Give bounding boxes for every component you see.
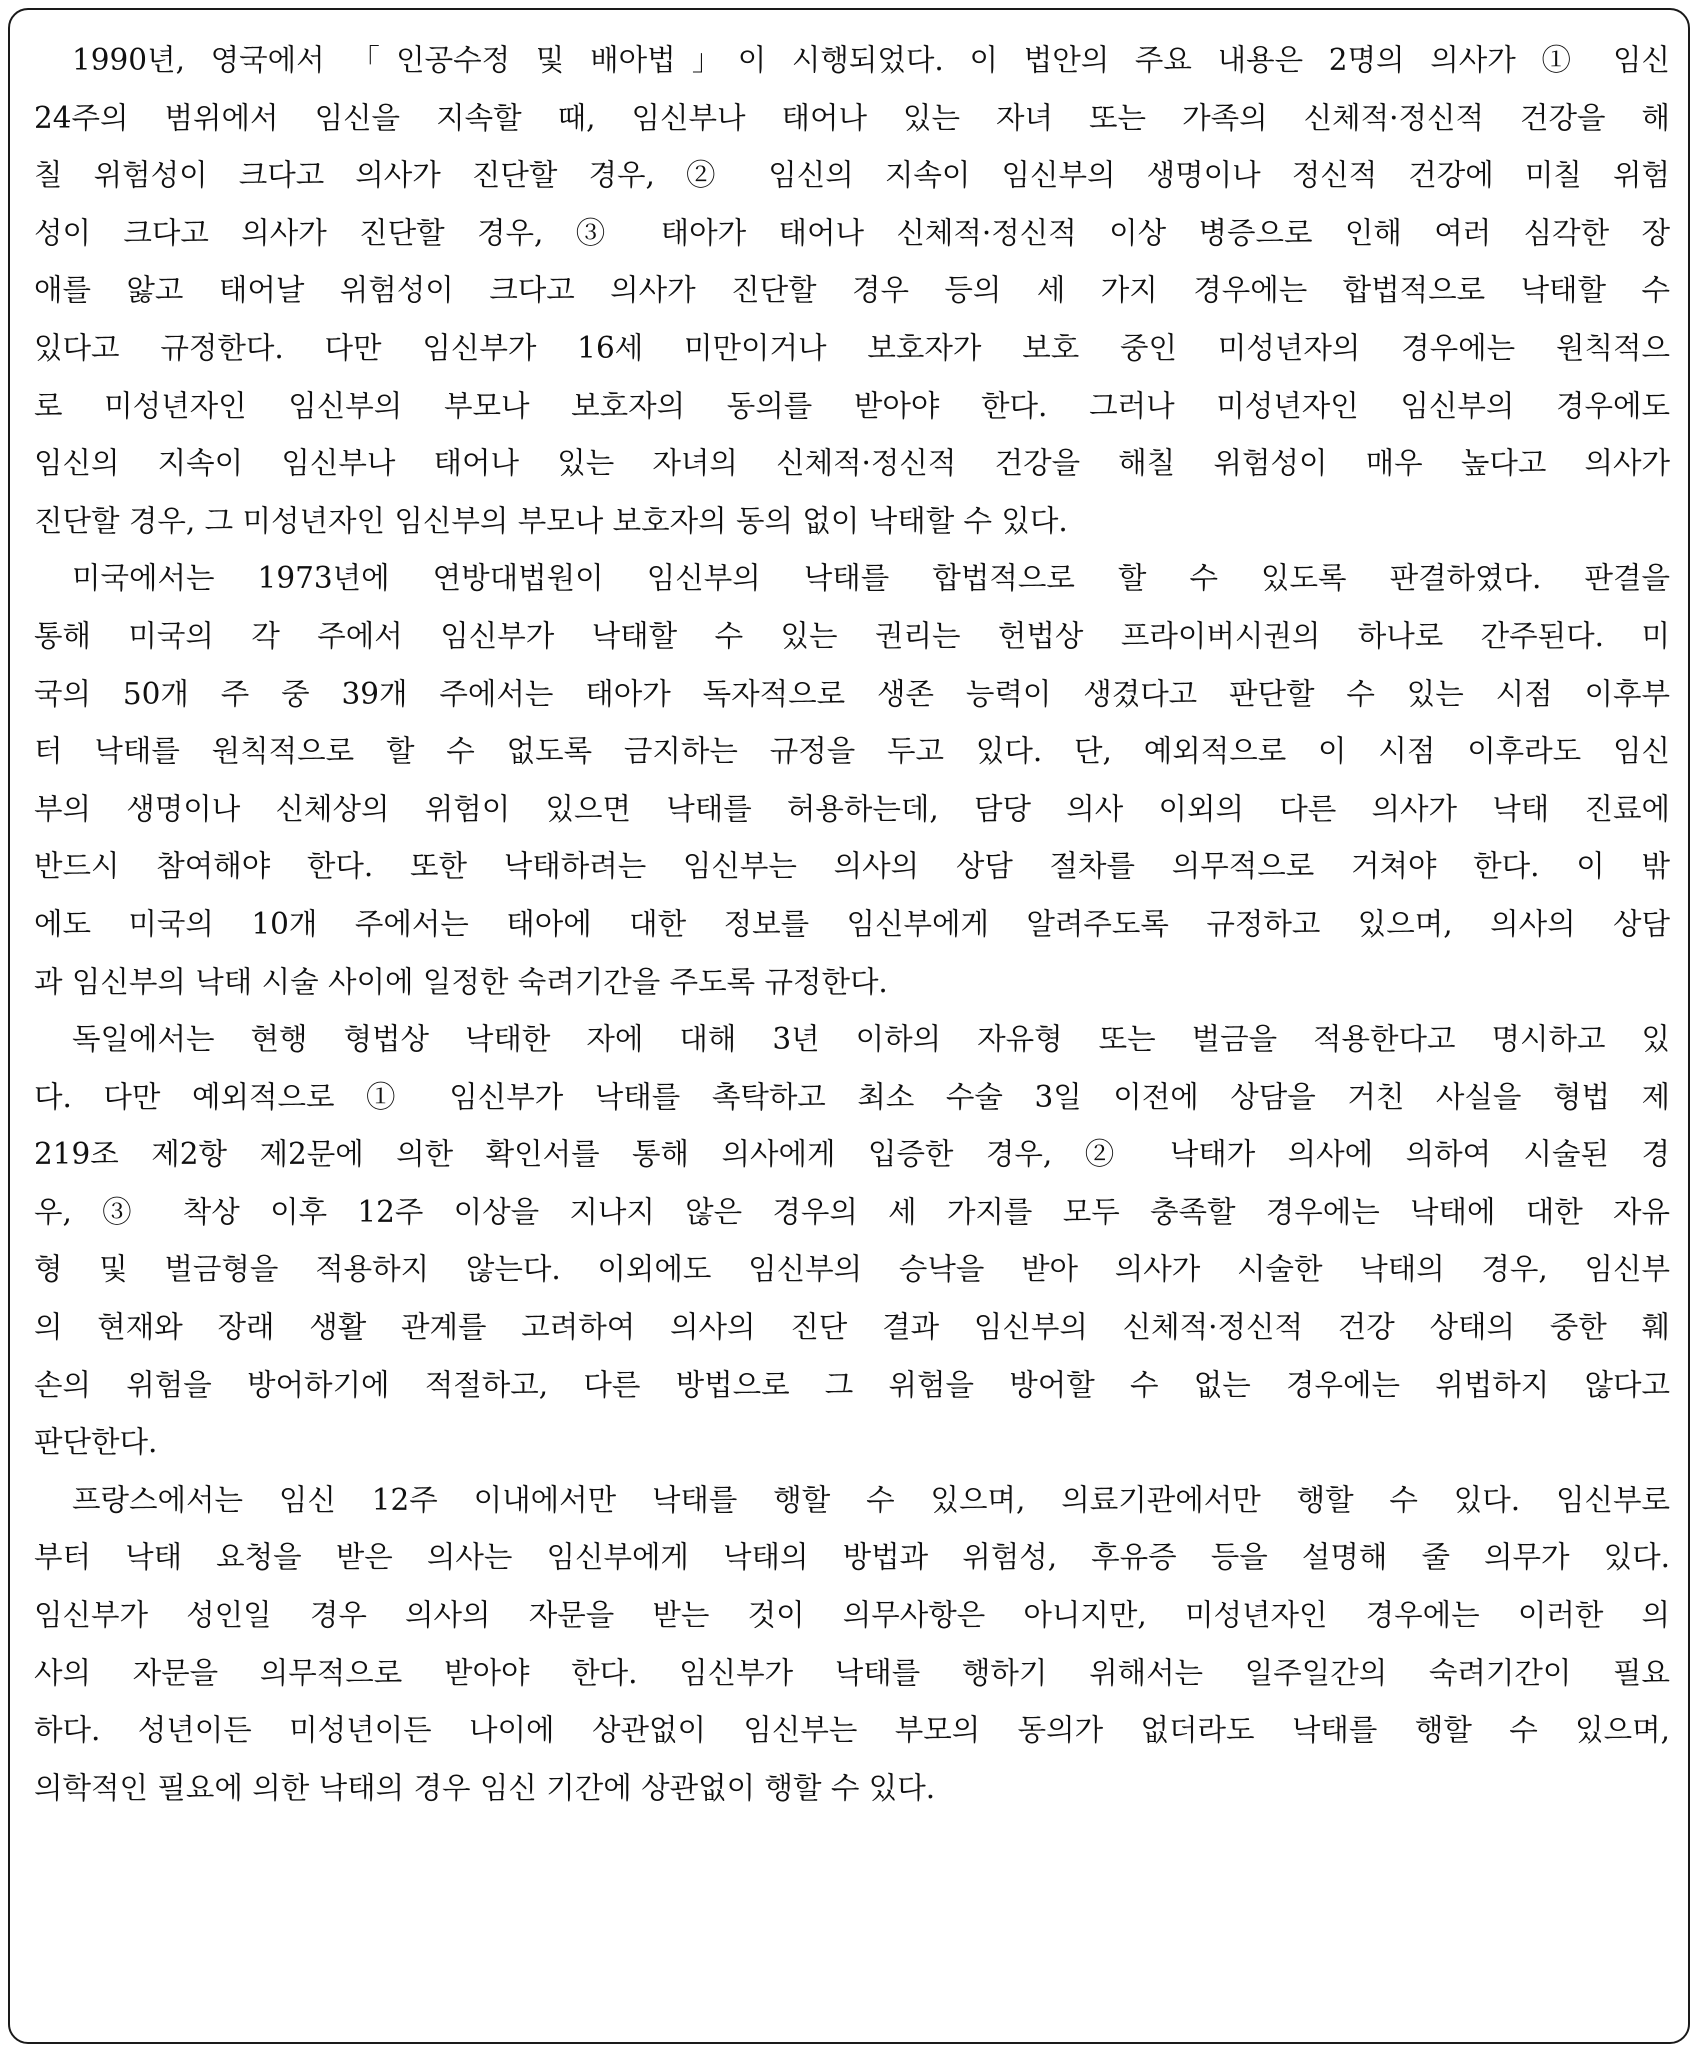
text-line: 애를 앓고 태어날 위험성이 크다고 의사가 진단할 경우 등의 세 가지 경우에는 합법적으로 낙태할 수 — [34, 273, 1670, 308]
text-line: 통해 미국의 각 주에서 임신부가 낙태할 수 있는 권리는 헌법상 프라이버시권의 하나로 간주된다. 미 — [34, 618, 1670, 653]
paragraph-usa — [34, 550, 1670, 1011]
text-line: 사의 자문을 의무적으로 받아야 한다. 임신부가 낙태를 행하기 위해서는 일주일간의 숙려기간이 필요 — [34, 1655, 1670, 1690]
text-line: 로 미성년자인 임신부의 부모나 보호자의 동의를 받아야 한다. 그러나 미성년자인 임신부의 경우에도 — [34, 388, 1670, 423]
text-line: 판단한다. — [34, 1425, 158, 1460]
text-line: 있다고 규정한다. 다만 임신부가 16세 미만이거나 보호자가 보호 중인 미성년자의 경우에는 원칙적으 — [34, 330, 1670, 365]
text-line: 프랑스에서는 임신 12주 이내에서만 낙태를 행할 수 있으며, 의료기관에서만 행할 수 있다. 임신부로 — [72, 1482, 1670, 1517]
text-line: 우, ③ 착상 이후 12주 이상을 지나지 않은 경우의 세 가지를 모두 충족할 경우에는 낙태에 대한 자유 — [34, 1194, 1670, 1229]
text-line: 다. 다만 예외적으로 ① 임신부가 낙태를 촉탁하고 최소 수술 3일 이전에 상담을 거친 사실을 형법 제 — [34, 1079, 1670, 1114]
text-line: 에도 미국의 10개 주에서는 태아에 대한 정보를 임신부에게 알려주도록 규정하고 있으며, 의사의 상담 — [34, 906, 1670, 941]
text-line: 1990년, 영국에서 「인공수정 및 배아법」이 시행되었다. 이 법안의 주요 내용은 2명의 의사가 ① 임신 — [72, 43, 1670, 77]
document-body — [34, 32, 1670, 1817]
text-line: 독일에서는 현행 형법상 낙태한 자에 대해 3년 이하의 자유형 또는 벌금을 적용한다고 명시하고 있 — [72, 1022, 1670, 1057]
text-line: 의학적인 필요에 의한 낙태의 경우 임신 기간에 상관없이 행할 수 있다. — [34, 1770, 936, 1805]
text-line: 국의 50개 주 중 39개 주에서는 태아가 독자적으로 생존 능력이 생겼다고 판단할 수 있는 시점 이후부 — [34, 676, 1670, 711]
text-line: 칠 위험성이 크다고 의사가 진단할 경우, ② 임신의 지속이 임신부의 생명이나 정신적 건강에 미칠 위험 — [34, 158, 1670, 193]
paragraph-france — [34, 1472, 1670, 1818]
text-line: 임신의 지속이 임신부나 태어나 있는 자녀의 신체적·정신적 건강을 해칠 위험성이 매우 높다고 의사가 — [34, 446, 1670, 481]
text-line: 손의 위험을 방어하기에 적절하고, 다른 방법으로 그 위험을 방어할 수 없는 경우에는 위법하지 않다고 — [34, 1367, 1670, 1402]
text-line: 터 낙태를 원칙적으로 할 수 없도록 금지하는 규정을 두고 있다. 단, 예외적으로 이 시점 이후라도 임신 — [34, 734, 1670, 769]
text-line: 하다. 성년이든 미성년이든 나이에 상관없이 임신부는 부모의 동의가 없더라도 낙태를 행할 수 있으며, — [34, 1713, 1670, 1748]
text-line: 의 현재와 장래 생활 관계를 고려하여 의사의 진단 결과 임신부의 신체적·정신적 건강 상태의 중한 훼 — [34, 1310, 1670, 1345]
text-line: 형 및 벌금형을 적용하지 않는다. 이외에도 임신부의 승낙을 받아 의사가 시술한 낙태의 경우, 임신부 — [34, 1252, 1670, 1287]
text-line: 성이 크다고 의사가 진단할 경우, ③ 태아가 태어나 신체적·정신적 이상 병증으로 인해 여러 심각한 장 — [34, 215, 1670, 250]
paragraph-uk — [34, 32, 1670, 550]
text-line: 진단할 경우, 그 미성년자인 임신부의 부모나 보호자의 동의 없이 낙태할 수 있다. — [34, 503, 1068, 538]
text-line: 임신부가 성인일 경우 의사의 자문을 받는 것이 의무사항은 아니지만, 미성년자인 경우에는 이러한 의 — [34, 1598, 1670, 1633]
text-line: 부의 생명이나 신체상의 위험이 있으면 낙태를 허용하는데, 담당 의사 이외의 다른 의사가 낙태 진료에 — [34, 791, 1670, 826]
text-line: 24주의 범위에서 임신을 지속할 때, 임신부나 태어나 있는 자녀 또는 가족의 신체적·정신적 건강을 해 — [34, 100, 1670, 135]
text-line: 과 임신부의 낙태 시술 사이에 일정한 숙려기간을 주도록 규정한다. — [34, 964, 888, 999]
paragraph-germany — [34, 1011, 1670, 1472]
text-line: 반드시 참여해야 한다. 또한 낙태하려는 임신부는 의사의 상담 절차를 의무적으로 거쳐야 한다. 이 밖 — [34, 849, 1670, 884]
text-line: 부터 낙태 요청을 받은 의사는 임신부에게 낙태의 방법과 위험성, 후유증 등을 설명해 줄 의무가 있다. — [34, 1540, 1670, 1575]
text-line: 미국에서는 1973년에 연방대법원이 임신부의 낙태를 합법적으로 할 수 있도록 판결하였다. 판결을 — [72, 561, 1670, 596]
text-line: 219조 제2항 제2문에 의한 확인서를 통해 의사에게 입증한 경우, ② 낙태가 의사에 의하여 시술된 경 — [34, 1137, 1670, 1172]
